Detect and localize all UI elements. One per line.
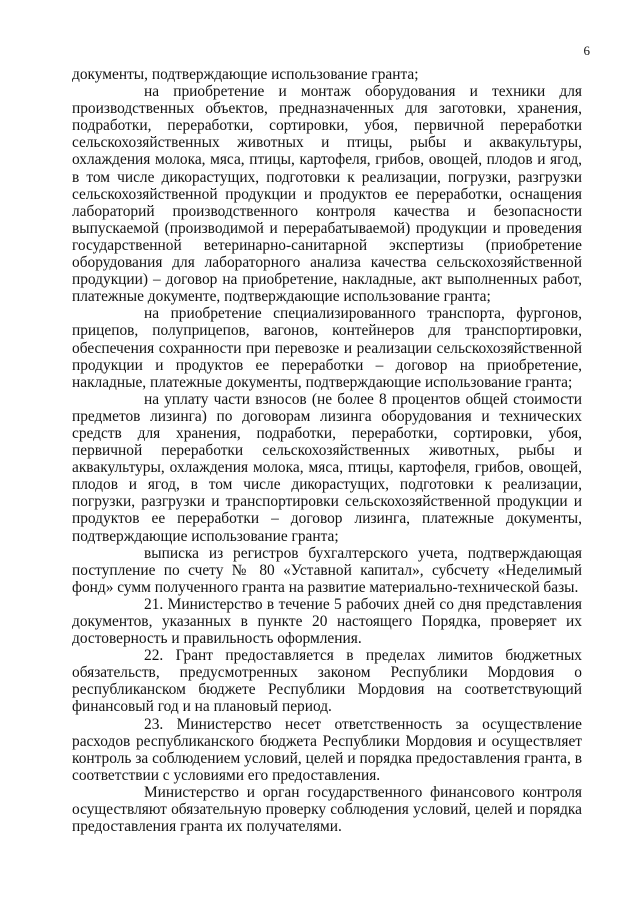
paragraph-item-21: 21. Министерство в течение 5 рабочих дней со дня представления документов, указанных в пункте 20 настоящего Порядка, проверяет их достоверность и правильность оформления. xyxy=(72,595,582,648)
page-number: 6 xyxy=(583,43,590,58)
paragraph-accounting-extract: выписка из регистров бухгалтерского учета, подтверждающая поступление по счету № 80 «Уставной капитал», субсчету «Неделимый фонд» сумм полученного гранта на развитие материально-технической базы. xyxy=(72,544,582,596)
paragraph-documents-confirming: документы, подтверждающие использование гранта; xyxy=(72,66,419,83)
paragraph-control-verification: Министерство и орган государственного финансового контроля осуществляют обязательную проверку соблюдения условий, целей и порядка предоставления гранта их получателями. xyxy=(72,783,582,836)
paragraph-item-22: 22. Грант предоставляется в пределах лимитов бюджетных обязательств, предусмотренных законом Республики Мордовия о республиканском бюджете Республики Мордовия на соответствующий финансовый год и на плановый период. xyxy=(72,647,582,716)
paragraph-transport-purchase: на приобретение специализированного транспорта, фургонов, прицепов, полуприцепов, вагонов, контейнеров для транспортировки, обеспечения сохранности при перевозке и реализации сельскохозяйственной продукции и продуктов ее переработки – договор на приобретение, накладные, платежные документы, подтверждающие использование гранта; xyxy=(72,305,582,391)
paragraph-equipment-purchase: на приобретение и монтаж оборудования и техники для производственных объектов, предназначенных для заготовки, хранения, подработки, переработки, сортировки, убоя, первичной переработки сельскохозяйственных животных и птицы, рыбы и аквакультуры, охлаждения молока, мяса, птицы, картофеля, грибов, овощей, плодов и ягод, в том числе дикорастущих, подготовки к реализации, погрузки, разгрузки сельскохозяйственной продукции и продуктов ее переработки, оснащения лабораторий производственного контроля качества и безопасности выпускаемой (производимой и перерабатываемой) продукции и проведения государственной ветеринарно-санитарной экспертизы (приобретение оборудования для лабораторного анализа качества сельскохозяйственной продукции) – договор на приобретение, накладные, акт выполненных работ, платежные документе, подтверждающие использование гранта; xyxy=(72,83,582,306)
paragraph-leasing-payments: на уплату части взносов (не более 8 процентов общей стоимости предметов лизинга) по договорам лизинга оборудования и технических средств для хранения, подработки, переработки, сортировки, убоя, первичной переработки сельскохозяйственных животных, рыбы и аквакультуры, охлаждения молока, мяса, птицы, картофеля, грибов, овощей, плодов и ягод, в том числе дикорастущих, подготовки к реализации, погрузки, разгрузки и транспортировки сельскохозяйственной продукции и продуктов ее переработки – договор лизинга, платежные документы, подтверждающие использование гранта; xyxy=(72,390,582,545)
document-body xyxy=(72,66,582,835)
paragraph-item-23: 23. Министерство несет ответственность за осуществление расходов республиканского бюджета Республики Мордовия и осуществляет контроль за соблюдением условий, целей и порядка предоставления гранта, в соответствии с условиями его предоставления. xyxy=(72,715,582,784)
